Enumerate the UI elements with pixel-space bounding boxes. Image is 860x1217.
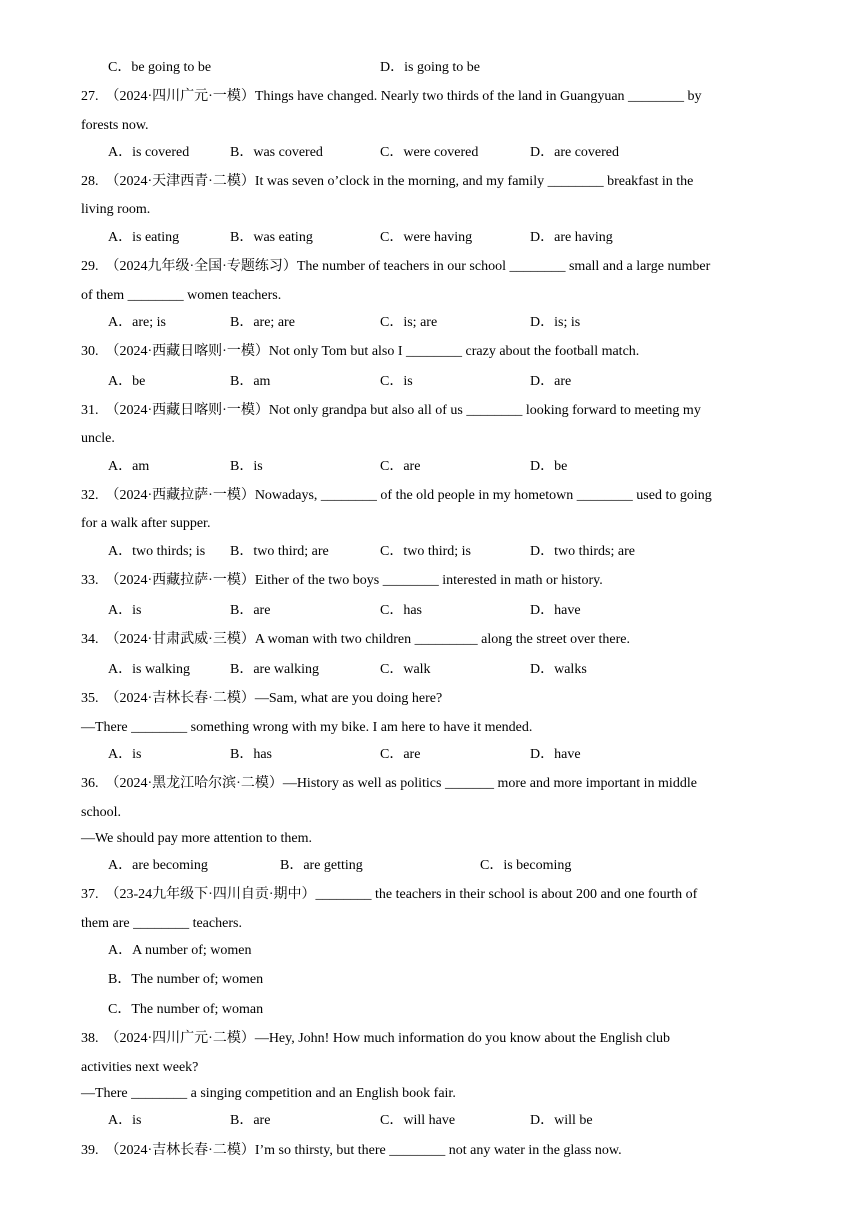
question-stem-continued: forests now. [81,118,149,133]
answer-option: B．are walking [230,662,320,677]
question-stem: 28. （2024·天津西青·二模）It was seven o’clock in the morning, and my family ________ breakfast in the [81,174,694,189]
answer-option: B．The number of; women [108,972,264,987]
question-stem-continued: —There ________ something wrong with my bike. I am here to have it mended. [81,720,533,735]
answer-option: C．has [380,603,422,618]
answer-option: B．is [230,459,263,474]
answer-option: D．will be [530,1113,593,1128]
answer-option: C．be going to be [108,60,212,75]
answer-option: A．A number of; women [108,943,252,958]
question-stem: 29. （2024九年级·全国·专题练习）The number of teachers in our school ________ small and a large number [81,259,711,274]
answer-option: A．is [108,603,142,618]
answer-option: D．walks [530,662,587,677]
answer-option: C．two third; is [380,544,472,559]
answer-option: D．is; is [530,315,581,330]
question-stem-continued: of them ________ women teachers. [81,288,282,303]
answer-option: D．be [530,459,568,474]
question-stem: 27. （2024·四川广元·一模）Things have changed. Nearly two thirds of the land in Guangyuan ________ by [81,89,702,104]
answer-option: A．is eating [108,230,180,245]
answer-option: B．was eating [230,230,313,245]
answer-option: B．was covered [230,145,323,160]
answer-option: B．are [230,1113,271,1128]
answer-option: C．were covered [380,145,479,160]
answer-option: B．am [230,374,271,389]
answer-option: A．am [108,459,150,474]
answer-option: C．The number of; woman [108,1002,264,1017]
question-stem: 38. （2024·四川广元·二模）—Hey, John! How much information do you know about the English club [81,1031,670,1046]
answer-option: D．is going to be [380,60,480,75]
answer-option: A．is [108,1113,142,1128]
answer-option: C．is becoming [480,858,572,873]
question-stem-continued: living room. [81,202,151,217]
answer-option: A．are; is [108,315,166,330]
answer-option: B．are [230,603,271,618]
question-stem-continued: uncle. [81,431,115,446]
question-stem: 36. （2024·黑龙江哈尔滨·二模）—History as well as politics _______ more and more important in middle [81,776,697,791]
question-stem: 37. （23-24九年级下·四川自贡·期中）________ the teachers in their school is about 200 and one fourth of [81,887,698,902]
answer-option: A．two thirds; is [108,544,206,559]
answer-option: A．is covered [108,145,190,160]
answer-option: C．is; are [380,315,438,330]
answer-option: B．two third; are [230,544,329,559]
question-stem: 32. （2024·西藏拉萨·一模）Nowadays, ________ of the old people in my hometown ________ used to going [81,488,712,503]
answer-option: C．were having [380,230,473,245]
answer-option: D．have [530,747,581,762]
question-stem: 39. （2024·吉林长春·二模）I’m so thirsty, but there ________ not any water in the glass now. [81,1143,622,1158]
question-stem: 30. （2024·西藏日喀则·一模）Not only Tom but also I ________ crazy about the football match. [81,344,640,359]
answer-option: D．have [530,603,581,618]
answer-option: A．are becoming [108,858,208,873]
answer-option: A．be [108,374,146,389]
question-stem: 34. （2024·甘肃武威·三模）A woman with two children _________ along the street over there. [81,632,631,647]
answer-option: D．are having [530,230,613,245]
answer-option: C．will have [380,1113,456,1128]
question-stem: 31. （2024·西藏日喀则·一模）Not only grandpa but also all of us ________ looking forward to meeting my [81,403,701,418]
question-stem-continued: activities next week? [81,1060,199,1075]
answer-option: C．are [380,459,421,474]
question-stem: 33. （2024·西藏拉萨·一模）Either of the two boys ________ interested in math or history. [81,573,603,588]
answer-option: B．are getting [280,858,363,873]
answer-option: A．is walking [108,662,191,677]
question-stem-continued: —We should pay more attention to them. [81,831,312,846]
answer-option: D．two thirds; are [530,544,635,559]
answer-option: D．are [530,374,572,389]
question-stem-continued: —There ________ a singing competition and an English book fair. [81,1086,456,1101]
answer-option: B．are; are [230,315,295,330]
answer-option: C．are [380,747,421,762]
answer-option: D．are covered [530,145,620,160]
question-stem-continued: them are ________ teachers. [81,916,242,931]
question-stem-continued: for a walk after supper. [81,516,211,531]
answer-option: C．walk [380,662,431,677]
question-stem-continued: school. [81,805,122,820]
answer-option: A．is [108,747,142,762]
answer-option: C．is [380,374,413,389]
question-stem: 35. （2024·吉林长春·二模）—Sam, what are you doing here? [81,691,443,706]
answer-option: B．has [230,747,272,762]
